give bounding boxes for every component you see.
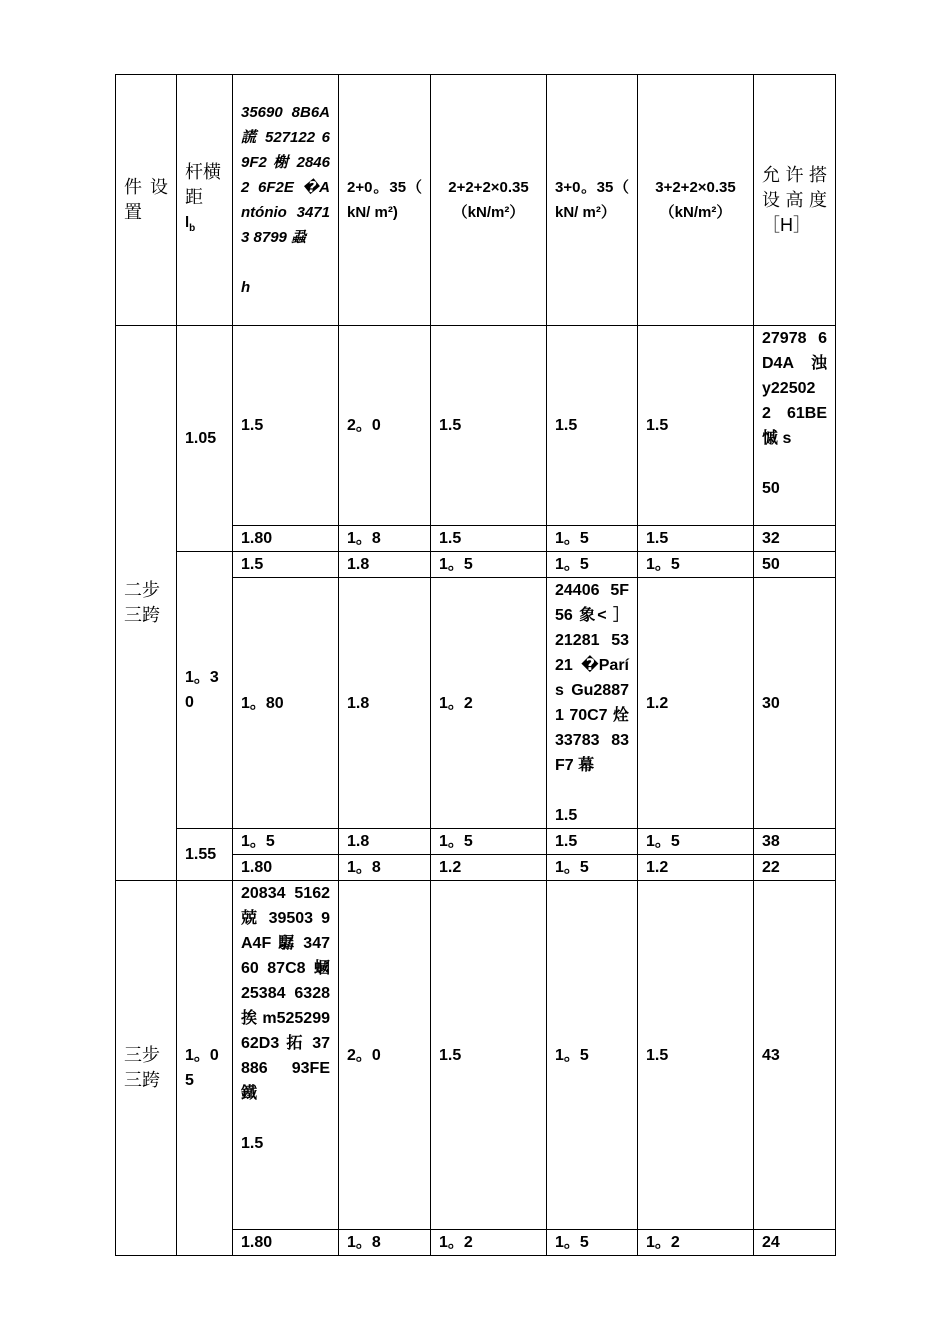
cell-load3: 1.5: [547, 829, 638, 855]
cell-hmax: 30: [754, 578, 836, 829]
header-step-symbol: h: [241, 279, 251, 296]
cell-load3: 1。5: [547, 1230, 638, 1256]
table-row: [116, 552, 836, 578]
cell-hmax: [754, 326, 836, 526]
cell-hmax-text: 27978 6D4A 浊 y22502 2 61BE 慽 s: [762, 330, 827, 447]
cell-load4: 1.2: [638, 578, 754, 829]
cell-load3-value: 1.5: [555, 807, 578, 824]
cell-h-text: 20834 5162 兢 39503 9A4F 驏 34760 87C8 蟈 25384 6328 挨 m525299 62D3 拓 37886 93FE 鐵: [241, 885, 330, 1102]
cell-load2: 1.5: [431, 326, 547, 526]
cell-load4: 1.5: [638, 526, 754, 552]
cell-load4: 1.2: [638, 855, 754, 881]
cell-h: 1.5: [233, 552, 339, 578]
cell-load4: 1。5: [638, 829, 754, 855]
header-row: [116, 75, 836, 326]
cell-load2: 1.5: [431, 881, 547, 1230]
cell-load2: 1.5: [431, 526, 547, 552]
cell-load2: 1。2: [431, 1230, 547, 1256]
cell-load2: 1.2: [431, 855, 547, 881]
cell-hmax-value: 50: [762, 480, 780, 497]
spacing-cell: 1。05: [177, 881, 233, 1256]
header-load-1: 2+0。35（ kN/ m²): [339, 75, 431, 326]
header-allowed-height: 允许搭设高度［H］: [754, 75, 836, 326]
header-load-3: 3+0。35（ kN/ m²）: [547, 75, 638, 326]
cell-load3: 1。5: [547, 552, 638, 578]
cell-load4: 1。2: [638, 1230, 754, 1256]
cell-hmax: 24: [754, 1230, 836, 1256]
cell-h-value: 1.5: [241, 1135, 264, 1152]
cell-h: 1.80: [233, 855, 339, 881]
cell-load2: 1。5: [431, 829, 547, 855]
cell-load1: 1。8: [339, 526, 431, 552]
cell-load1: 1.8: [339, 552, 431, 578]
cell-h: 1.80: [233, 1230, 339, 1256]
spacing-cell: 1.55: [177, 829, 233, 881]
cell-h: 1.5: [233, 326, 339, 526]
cell-hmax: 43: [754, 881, 836, 1230]
spacing-cell: 1。30: [177, 552, 233, 829]
cell-load1: 1.8: [339, 829, 431, 855]
cell-h: 1。80: [233, 578, 339, 829]
group-label: 三步三跨: [116, 881, 177, 1256]
cell-load3: [547, 578, 638, 829]
cell-load1: 1。8: [339, 855, 431, 881]
cell-load3: 1。5: [547, 881, 638, 1230]
header-load-2: 2+2+2×0.35（kN/m²）: [431, 75, 547, 326]
cell-load2: 1。5: [431, 552, 547, 578]
header-spacing: 杆横距 $l_b$: [177, 75, 233, 326]
cell-load1: 1.8: [339, 578, 431, 829]
cell-load4: 1.5: [638, 326, 754, 526]
cell-load3: 1。5: [547, 526, 638, 552]
spacing-cell: 1.05: [177, 326, 233, 552]
table-row: [116, 829, 836, 855]
table-row: [116, 881, 836, 1230]
cell-h: 1.80: [233, 526, 339, 552]
group-label: 二步三跨: [116, 326, 177, 881]
cell-load3: 1。5: [547, 855, 638, 881]
cell-h: [233, 881, 339, 1230]
cell-load3: 1.5: [547, 326, 638, 526]
scaffold-height-table: [115, 74, 836, 1256]
cell-load4: 1.5: [638, 881, 754, 1230]
cell-h: 1。5: [233, 829, 339, 855]
header-step: [233, 75, 339, 326]
cell-load2: 1。2: [431, 578, 547, 829]
cell-load1: 2。0: [339, 326, 431, 526]
cell-hmax: 38: [754, 829, 836, 855]
header-load-4: 3+2+2×0.35（kN/m²）: [638, 75, 754, 326]
cell-load1: 1。8: [339, 1230, 431, 1256]
header-layout: 件设置: [116, 75, 177, 326]
table-row: [116, 326, 836, 526]
cell-hmax: 50: [754, 552, 836, 578]
cell-hmax: 32: [754, 526, 836, 552]
cell-load3-text: 24406 5F56 象< ］21281 5321 �París Gu28871 70C7 烇 33783 83F7 幕: [555, 582, 629, 774]
cell-hmax: 22: [754, 855, 836, 881]
header-step-text: 35690 8B6A 謊 527122 69F2 榭 28462 6F2E �António 34713 8799 蝨: [241, 104, 330, 246]
cell-load4: 1。5: [638, 552, 754, 578]
cell-load1: 2。0: [339, 881, 431, 1230]
